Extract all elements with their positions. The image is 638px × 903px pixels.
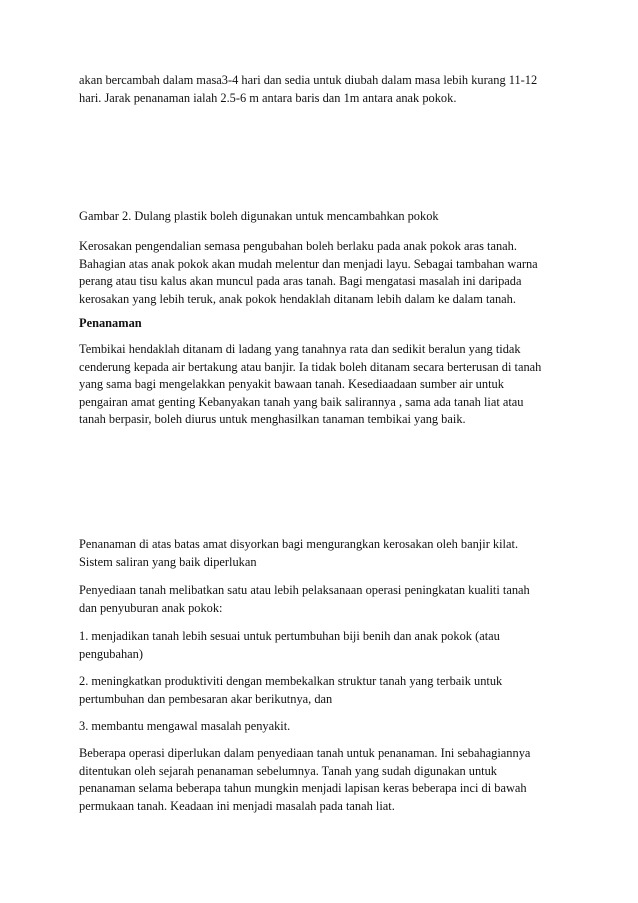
text-line: Penanaman di atas batas amat disyorkan bagi mengurangkan kerosakan oleh banjir kilat.	[79, 537, 519, 551]
soil-prep-paragraph	[79, 582, 569, 617]
text-line: yang sama bagi mengelakkan penyakit bawaan tanah. Kesediaadaan sumber air untuk	[79, 377, 504, 391]
text-line: pertumbuhan dan pembesaran akar berikutnya, dan	[79, 691, 333, 706]
text-line: Tembikai hendaklah ditanam di ladang yang tanahnya rata dan sedikit beralun yang tidak	[79, 342, 521, 356]
text-line: 2. meningkatkan produktiviti dengan membekalkan struktur tanah yang terbaik untuk	[79, 674, 503, 688]
text-line: penanaman selama beberapa tahun mungkin menjadi lapisan keras beberapa inci di bawah	[79, 781, 527, 795]
text-line: pengairan amat genting Kebanyakan tanah yang baik salirannya , sama ada tanah liat atau	[79, 394, 524, 409]
text-line: ditentukan oleh sejarah penanaman sebelumnya. Tanah yang sudah digunakan untuk	[79, 763, 497, 778]
list-item-2	[79, 673, 569, 708]
text-line: tanah berpasir, boleh diurus untuk menghasilkan tanaman tembikai yang baik.	[79, 412, 466, 426]
list-item-1	[79, 628, 569, 663]
text-line: dan penyuburan anak pokok:	[79, 600, 223, 615]
text-line: Gambar 2. Dulang plastik boleh digunakan untuk mencambahkan pokok	[79, 209, 439, 223]
list-item-3	[79, 718, 569, 736]
figure-caption	[79, 208, 569, 226]
text-line: Kerosakan pengendalian semasa pengubahan boleh berlaku pada anak pokok aras tanah.	[79, 239, 517, 253]
intro-paragraph	[79, 72, 569, 107]
beds-paragraph	[79, 536, 569, 571]
text-line: Sistem saliran yang baik diperlukan	[79, 554, 257, 569]
text-line: pengubahan)	[79, 646, 143, 661]
text-line: Bahagian atas anak pokok akan mudah melentur dan menjadi layu. Sebagai tambahan warna	[79, 256, 538, 271]
text-line: 3. membantu mengawal masalah penyakit.	[79, 719, 291, 733]
damage-paragraph	[79, 238, 569, 308]
text-line: permukaan tanah. Keadaan ini menjadi masalah pada tanah liat.	[79, 798, 395, 813]
text-line: akan bercambah dalam masa3-4 hari dan sedia untuk diubah dalam masa lebih kurang 11-12	[79, 73, 538, 87]
text-line: perang atau tisu kalus akan muncul pada aras tanah. Bagi mengatasi masalah ini daripada	[79, 274, 522, 288]
text-line: Beberapa operasi diperlukan dalam penyediaan tanah untuk penanaman. Ini sebahagiannya	[79, 746, 531, 760]
text-line: cenderung kepada air bertakung atau banjir. Ia tidak boleh ditanam secara berterusan di tanah	[79, 359, 542, 374]
section-heading	[79, 315, 569, 333]
planting-paragraph	[79, 341, 569, 429]
text-line: hari. Jarak penanaman ialah 2.5-6 m antara baris dan 1m antara anak pokok.	[79, 90, 457, 105]
text-line: Penyediaan tanah melibatkan satu atau lebih pelaksanaan operasi peningkatan kualiti tanah	[79, 583, 530, 597]
operations-paragraph	[79, 745, 569, 815]
text-line: 1. menjadikan tanah lebih sesuai untuk pertumbuhan biji benih dan anak pokok (atau	[79, 629, 500, 643]
heading-text: Penanaman	[79, 316, 142, 330]
text-line: kerosakan yang lebih teruk, anak pokok hendaklah ditanam lebih dalam ke dalam tanah.	[79, 291, 516, 306]
